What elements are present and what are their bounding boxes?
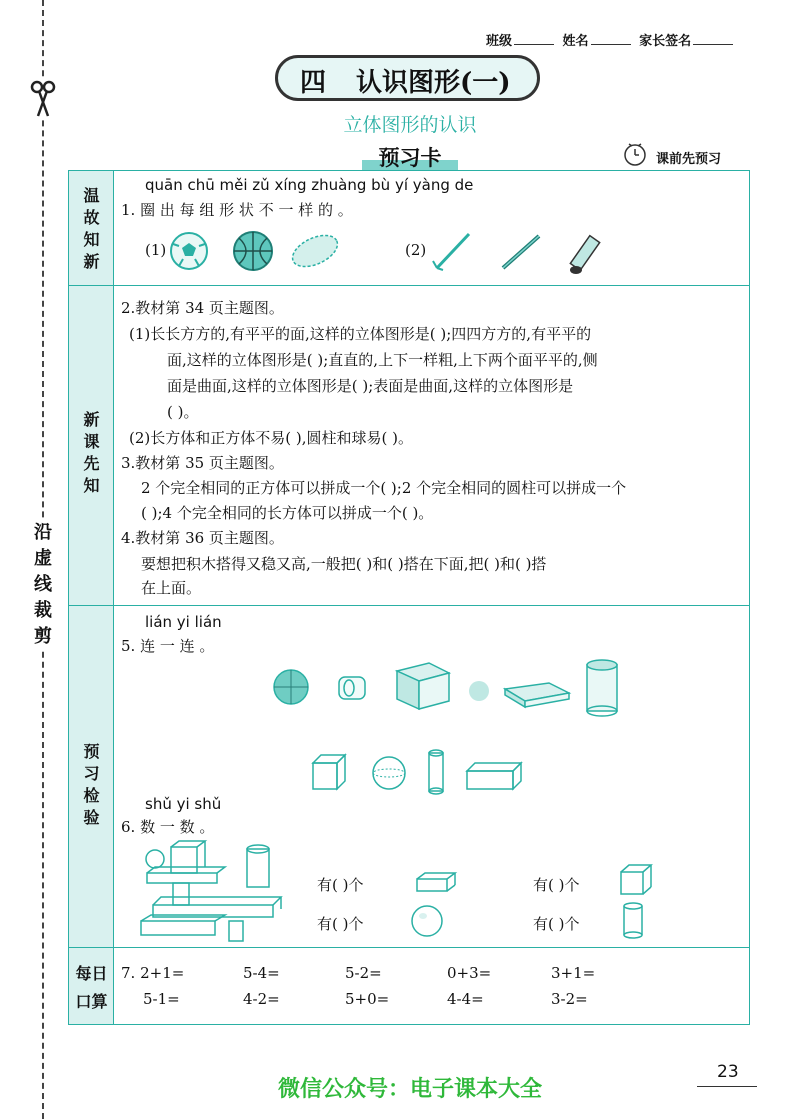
page-number-rule	[697, 1086, 757, 1087]
name-blank[interactable]	[591, 44, 631, 45]
q5-text: 5. 连 一 连 。	[121, 637, 215, 655]
clock-icon	[622, 141, 648, 167]
stick-pictures	[429, 226, 629, 281]
parent-label: 家长签名	[639, 34, 692, 49]
label-line: 每日	[75, 964, 108, 983]
small-ball-icon[interactable]	[469, 681, 489, 701]
label-char: 知	[83, 230, 100, 249]
label-char: 新	[83, 410, 100, 429]
basketball-icon[interactable]	[234, 232, 272, 270]
page-number: 23	[717, 1062, 739, 1082]
calc-r2-c3: 5+0=	[345, 990, 390, 1008]
pencil-icon[interactable]	[503, 236, 539, 268]
q1-text: 1. 圈 出 每 组 形 状 不 一 样 的 。	[121, 201, 353, 219]
q2-line5: (2)长方体和正方体不易( ),圆柱和球易( )。	[129, 429, 413, 447]
preview-label: 课前先预习	[656, 152, 722, 167]
q1-group2-label: (2)	[405, 241, 427, 259]
label-char: 课	[83, 432, 100, 451]
count-cylinder-text: 有( )个	[533, 915, 580, 933]
label-char: 习	[83, 764, 100, 783]
cylinder-shape-icon[interactable]	[429, 750, 443, 794]
book-icon[interactable]	[505, 683, 569, 707]
can-icon[interactable]	[587, 660, 617, 716]
q5-pinyin: lián yi lián	[145, 613, 222, 631]
shape-row	[309, 747, 529, 797]
q4-title: 4.教材第 36 页主题图。	[121, 529, 284, 547]
label-char: 故	[83, 208, 100, 227]
label-char: 先	[83, 454, 100, 473]
q2-line3: 面是曲面,这样的立体图形是( );表面是曲面,这样的立体图形是	[167, 377, 574, 395]
watermark: 微信公众号：电子课本大全	[278, 1077, 543, 1102]
sphere-shape-icon[interactable]	[373, 757, 405, 789]
scissors-icon	[30, 78, 56, 118]
cube-box-icon[interactable]	[397, 663, 449, 709]
q1-group1-label: (1)	[145, 241, 167, 259]
stick-icon[interactable]	[433, 234, 469, 270]
q6-text: 6. 数 一 数 。	[121, 818, 215, 836]
label-char: 知	[83, 476, 100, 495]
q6-pinyin: shǔ yi shǔ	[145, 795, 222, 813]
basketball-object-icon[interactable]	[274, 670, 308, 704]
label-char: 检	[83, 786, 100, 805]
label-char: 新	[83, 252, 100, 271]
cuboid-shape-icon[interactable]	[467, 763, 521, 789]
section-label-review	[69, 185, 114, 273]
calc-r2-c2: 4-2=	[243, 990, 280, 1008]
lesson-title: 立体图形的认识	[343, 114, 477, 136]
scroll-icon[interactable]	[570, 236, 600, 274]
calc-r1-c5: 3+1=	[551, 964, 596, 982]
q2-line1: (1)长长方方的,有平平的面,这样的立体图形是( );四四方方的,有平平的	[129, 325, 592, 343]
calc-r2-c4: 4-4=	[447, 990, 484, 1008]
objects-row	[269, 651, 629, 721]
card-title	[370, 142, 450, 172]
count-cube-text: 有( )个	[533, 876, 580, 894]
cylinder-count-icon	[621, 901, 645, 941]
divider-review	[69, 285, 749, 286]
section-label-new	[69, 409, 114, 497]
worksheet-frame	[68, 170, 750, 1025]
section-label-check	[69, 741, 114, 829]
header-info	[486, 30, 737, 49]
divider-new	[69, 605, 749, 606]
label-char: 验	[83, 808, 100, 827]
cube-shape-icon[interactable]	[313, 755, 345, 789]
q3-title: 3.教材第 35 页主题图。	[121, 454, 284, 472]
q3-line1: 2 个完全相同的正方体可以拼成一个( );2 个完全相同的圆柱可以拼成一个	[141, 479, 627, 497]
cuboid-count-icon	[415, 867, 459, 895]
divider-check	[69, 947, 749, 948]
label-line: 口算	[75, 992, 108, 1011]
calc-r1-c2: 5-4=	[243, 964, 280, 982]
class-label: 班级	[486, 34, 513, 49]
q4-line2: 在上面。	[141, 579, 202, 597]
q2-line2: 面,这样的立体图形是( );直直的,上下一样粗,上下两个面平平的,侧	[167, 351, 598, 369]
calc-r2-c1: 5-1=	[143, 990, 180, 1008]
name-label: 姓名	[562, 34, 589, 49]
card-title-text: 预习卡	[378, 146, 442, 170]
unit-number: 四	[300, 68, 327, 98]
cube-count-icon	[619, 863, 653, 897]
q2-title: 2.教材第 34 页主题图。	[121, 299, 284, 317]
label-char: 预	[83, 742, 100, 761]
soccer-ball-icon[interactable]	[171, 233, 207, 269]
rugby-ball-icon[interactable]	[288, 229, 342, 273]
q4-line1: 要想把积木搭得又稳又高,一般把( )和( )搭在下面,把( )和( )搭	[141, 555, 547, 573]
label-char: 温	[83, 186, 100, 205]
parent-blank[interactable]	[693, 44, 733, 45]
cut-label: 沿虚线裁剪	[30, 520, 56, 650]
sphere-count-icon	[409, 903, 445, 939]
tissue-roll-icon[interactable]	[339, 677, 365, 699]
count-sphere-text: 有( )个	[317, 915, 364, 933]
calc-r2-c5: 3-2=	[551, 990, 588, 1008]
count-cuboid-text: 有( )个	[317, 876, 364, 894]
unit-name: 认识图形(一)	[356, 68, 511, 98]
calc-r1-c1: 7. 2+1=	[121, 964, 185, 982]
side-column	[69, 171, 114, 1024]
unit-title	[275, 55, 540, 101]
calc-r1-c3: 5-2=	[345, 964, 382, 982]
ball-pictures	[165, 226, 345, 276]
q3-line2: ( );4 个完全相同的长方体可以拼成一个( )。	[141, 504, 434, 522]
q2-line4: ( )。	[167, 403, 199, 421]
q1-pinyin: quān chū měi zǔ xíng zhuàng bù yí yàng de	[145, 176, 474, 194]
block-tower-picture	[137, 839, 287, 945]
class-blank[interactable]	[514, 44, 554, 45]
calc-r1-c4: 0+3=	[447, 964, 492, 982]
section-label-daily	[69, 963, 114, 1013]
